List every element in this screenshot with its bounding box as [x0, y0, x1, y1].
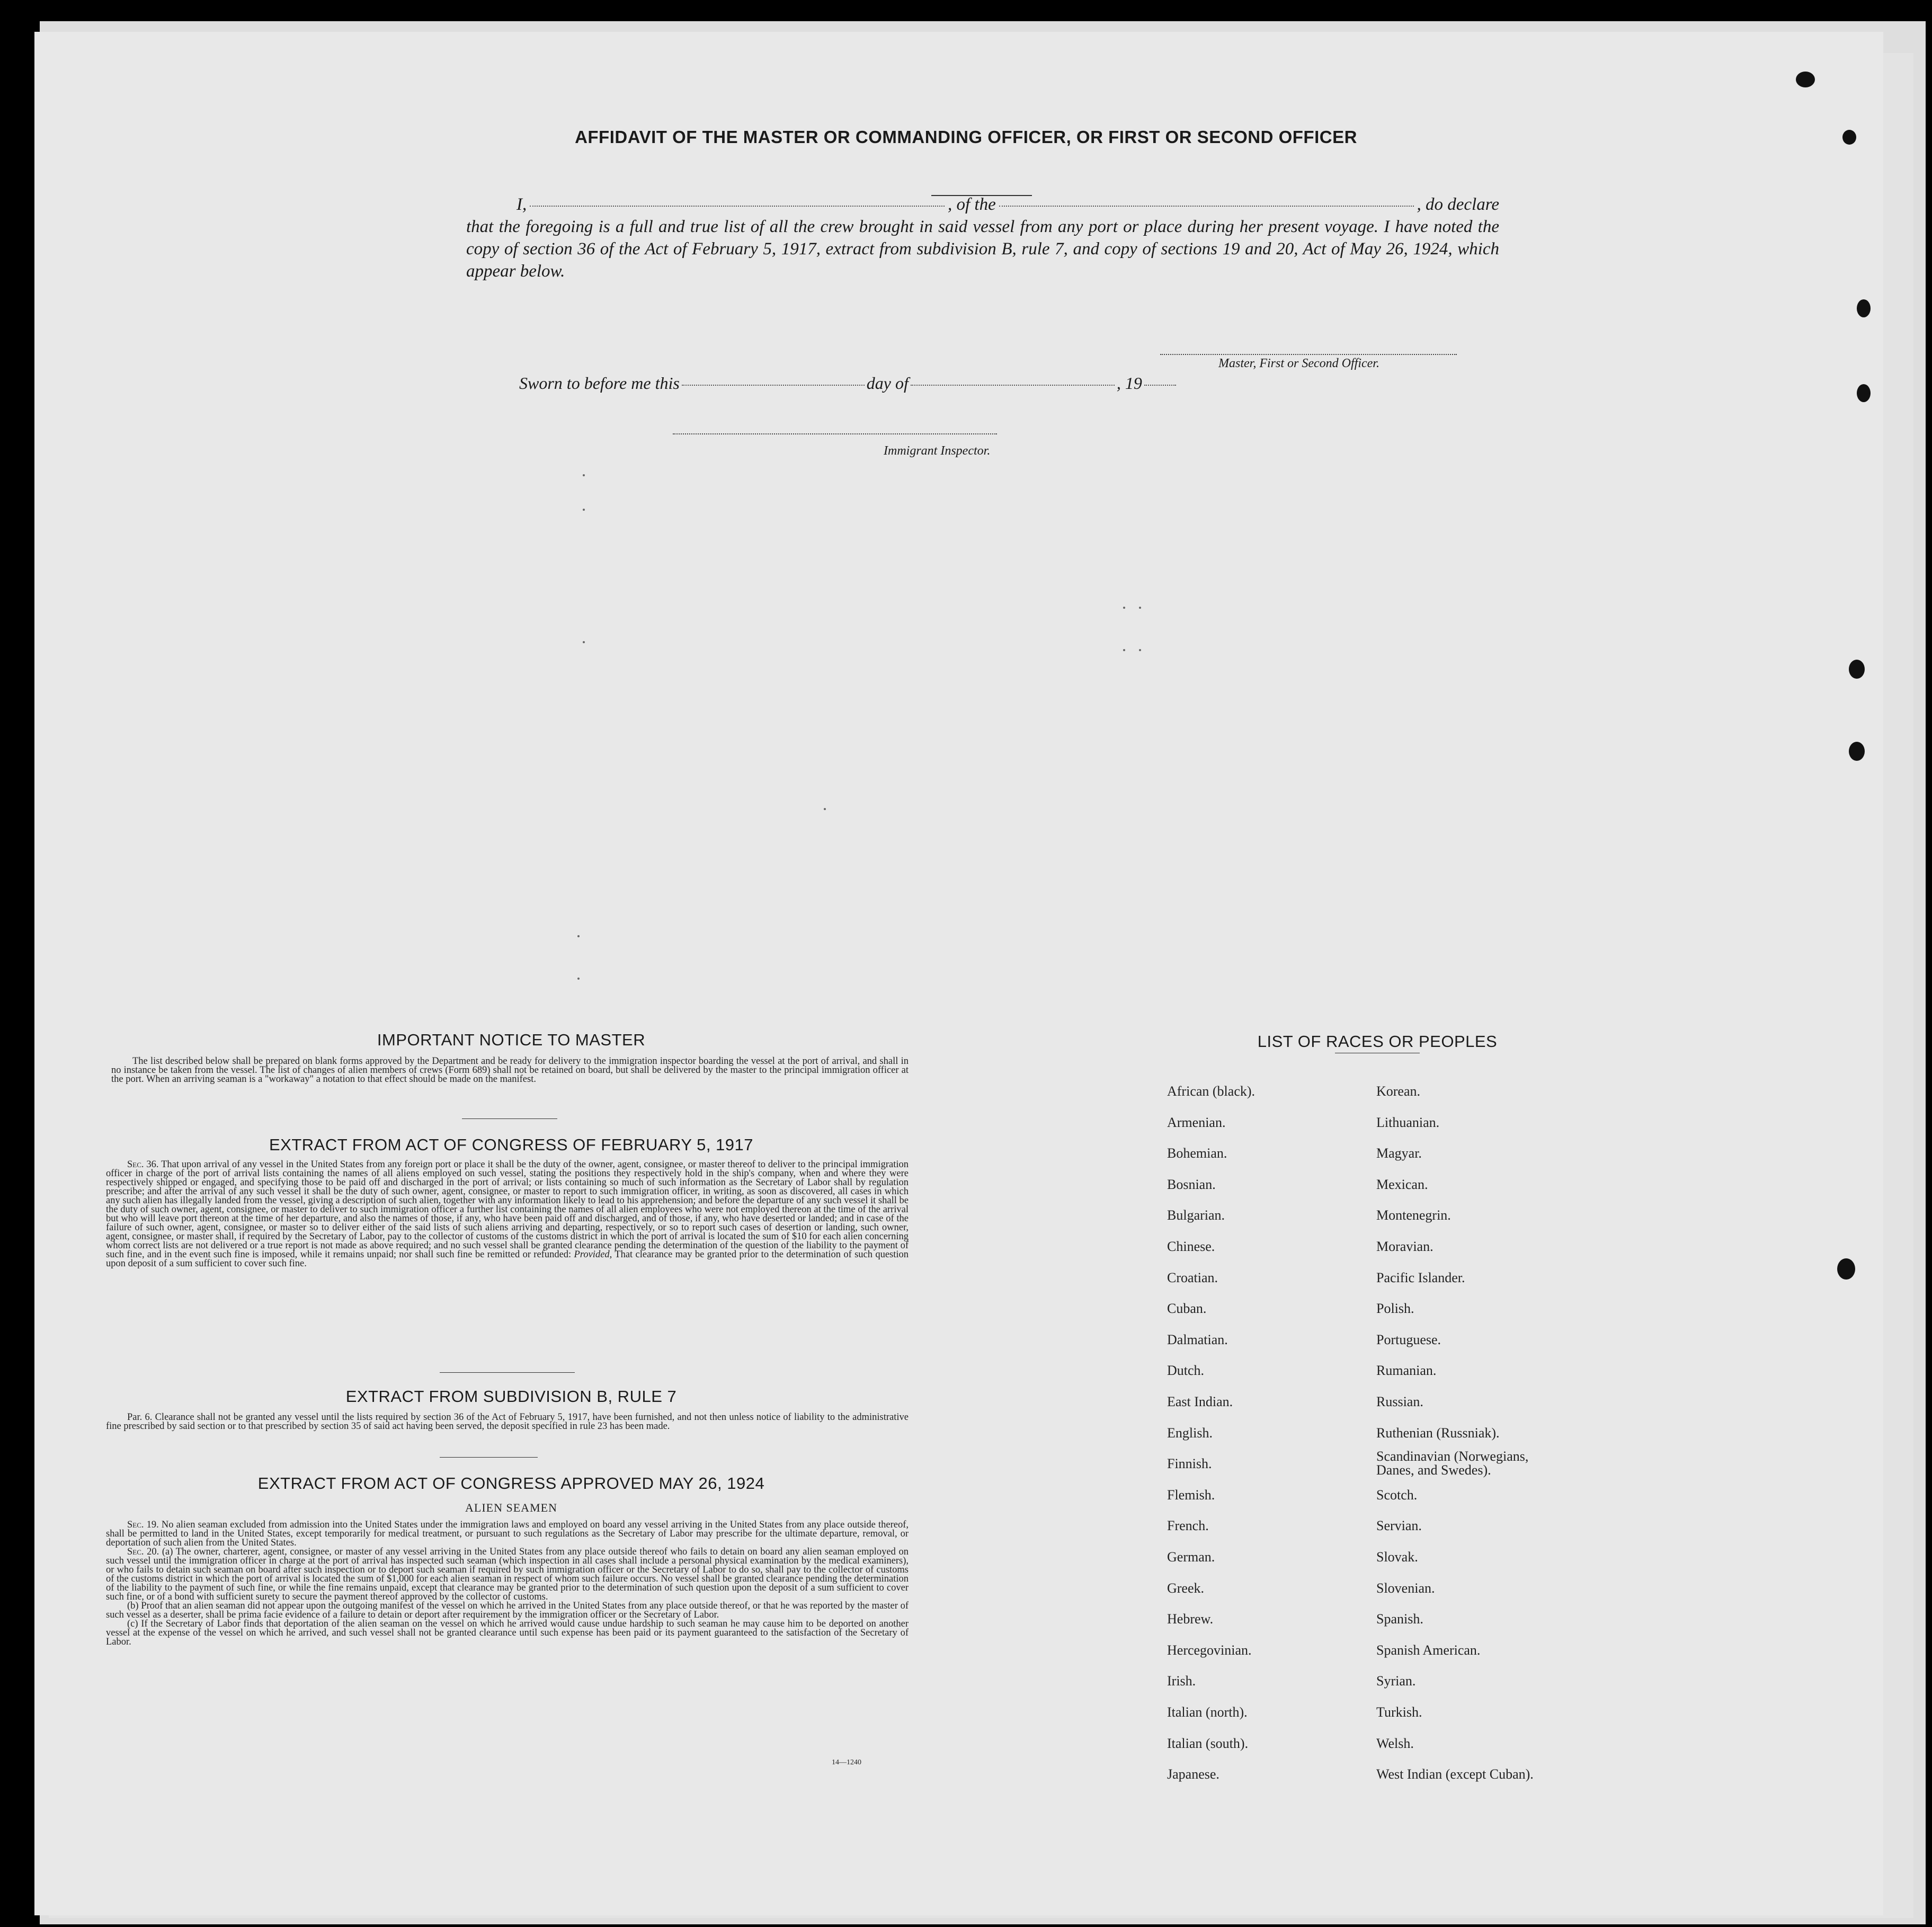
master-signature-line[interactable]	[1160, 354, 1457, 355]
speck	[577, 935, 580, 937]
section-label: Sec. 20.	[127, 1547, 159, 1557]
divider	[462, 1118, 557, 1119]
race-item: Moravian.	[1376, 1239, 1434, 1254]
affidavit-declare: , do declare	[1417, 195, 1499, 214]
race-item: Dalmatian.	[1167, 1331, 1228, 1347]
alien-seamen-subtitle: ALIEN SEAMEN	[465, 1501, 557, 1514]
punch-hole	[1857, 299, 1871, 317]
race-item: Pacific Islander.	[1376, 1269, 1465, 1285]
race-item: Bulgarian.	[1167, 1207, 1225, 1223]
race-item: Syrian.	[1376, 1673, 1416, 1689]
punch-hole	[1857, 384, 1871, 402]
rule7-paragraph: Par. 6. Clearance shall not be granted any vessel until the lists required by section 36 of the Act of February 5, 1917, have been furnished, and not then unless notice of liability to the administrative fine prescribed by said section or to that prescribed by section 35 of said act having been served, the deposit specified in rule 23 has been made.	[106, 1412, 909, 1432]
notice-paragraph: The list described below shall be prepared on blank forms approved by the Department and be ready for delivery to the immigration inspector boarding the vessel at the port of arrival, and shall in no instance be taken from the vessel. The list of changes of alien members of crews (Form 689) shall not be retained on board, but shall be delivered by the master to the principal immigration officer at the port. When an arriving seaman is a "workaway" a notation to that effect should be made on the manifest.	[111, 1056, 909, 1085]
race-item: Italian (south).	[1167, 1735, 1249, 1751]
speck	[1123, 607, 1125, 609]
race-item: Cuban.	[1167, 1301, 1207, 1317]
race-item: Bohemian.	[1167, 1145, 1227, 1161]
race-item: Ruthenian (Russniak).	[1376, 1425, 1500, 1441]
race-item: Slovenian.	[1376, 1580, 1435, 1596]
sworn-month-field[interactable]	[911, 385, 1115, 386]
form-number: 14—1240	[832, 1759, 861, 1766]
race-item: German.	[1167, 1549, 1215, 1565]
speck	[577, 978, 580, 980]
speck	[583, 641, 585, 643]
affidavit-of-the: , of the	[948, 195, 996, 214]
race-item: Magyar.	[1376, 1145, 1422, 1161]
sworn-year-field[interactable]	[1144, 385, 1176, 386]
race-item: Rumanian.	[1376, 1363, 1437, 1379]
master-caption: Master, First or Second Officer.	[1218, 357, 1379, 370]
race-item: Flemish.	[1167, 1487, 1215, 1503]
affidavit-i: I,	[517, 195, 527, 214]
section-20c-text: (c) If the Secretary of Labor finds that deportation of the alien seaman on the vessel on which he arrived would cause undue hardship to such seaman he may cause him to be deported on another vessel at the expense of the vessel on which he arrived, and such vessel shall not be granted clearance until such expense has been paid or its payment guaranteed to the satisfaction of the Secretary of Labor.	[106, 1619, 909, 1647]
extract-1924-text	[106, 1521, 909, 1647]
notice-text	[111, 1057, 909, 1084]
section-20a-text: (a) The owner, charterer, agent, consignee, or master of any vessel arriving in the United States from any place outside thereof who fails to detain on board any alien seaman employed on such vessel until the immigration officer in charge at the port of arrival has inspected such seaman (which inspection in all cases shall include a personal physical examination by the medical examiners), or who fails to detain such seaman on board after such inspection or to deport such seaman if required by such immigration officer or the Secretary of Labor to do so, shall pay to the collector of customs of the customs district in which the port of arrival is located the sum of $1,000 for each alien seaman in respect of whom such failure occurs. No vessel shall be granted clearance pending the determination of the liability to the payment of such fine, or while the fine remains unpaid, except that clearance may be granted prior to the determination of such question upon the deposit of a sum sufficient to cover such fine, or of a bond with sufficient surety to secure the payment thereof approved by the collector of customs.	[106, 1547, 909, 1602]
inspector-signature-line[interactable]	[673, 433, 997, 434]
punch-hole	[1796, 72, 1815, 87]
section-19-text: No alien seaman excluded from admission into the United States under the immigration laws and employed on board any vessel arriving in the United States from any place outside thereof, shall be permitted to land in the United States, except temporarily for medical treatment, or pursuant to such regulations as the Secretary of Labor may prescribe for the ultimate departure, removal, or deportation of such alien from the United States.	[106, 1520, 909, 1548]
punch-hole	[1837, 1258, 1855, 1280]
speck	[583, 474, 585, 476]
proviso-label: Provided,	[574, 1249, 612, 1260]
race-item: Hercegovinian.	[1167, 1642, 1252, 1658]
race-item: Armenian.	[1167, 1114, 1226, 1130]
sworn-day-field[interactable]	[682, 385, 865, 386]
race-item: Scandinavian (Norwegians, Danes, and Swedes).	[1376, 1449, 1529, 1478]
section-label: Sec. 19.	[127, 1520, 159, 1530]
divider	[440, 1457, 538, 1458]
name-field[interactable]	[530, 206, 945, 207]
race-item: Spanish.	[1376, 1611, 1423, 1627]
race-item: African (black).	[1167, 1084, 1256, 1099]
race-item: Spanish American.	[1376, 1642, 1481, 1658]
race-item: Polish.	[1376, 1301, 1414, 1317]
race-item: French.	[1167, 1518, 1209, 1534]
proviso-text: That clearance may be granted prior to the determination of such question upon deposit of a sum sufficient to cover such fine.	[106, 1249, 909, 1269]
race-item: Hebrew.	[1167, 1611, 1214, 1627]
race-item: Croatian.	[1167, 1269, 1218, 1285]
section-36-text: That upon arrival of any vessel in the United States from any foreign port or place it shall be the duty of the owner, agent, consignee, or master thereof to deliver to the principal immigration officer in charge of the port of arrival lists containing the names of all aliens employed on such vessel, stating the positions they respectively hold in the ship's company, when and where they were respectively shipped or engaged, and specifying those to be paid off and discharged in the port of arrival; or lists containing so much of such information as the Secretary of Labor shall by regulation prescribe; and after the arrival of any such vessel it shall be the duty of such owner, agent, consignee, or master to report to such immigration officer, in writing, as soon as discovered, all cases in which any such alien has illegally landed from the vessel, giving a description of such alien, together with any information likely to lead to his apprehension; and before the departure of any such vessel it shall be the duty of such owner, agent, consignee, or master to deliver to such immigration officer a further list containing the names of all alien employees who were not employed thereon at the time of the arrival but who will leave port thereon at the time of her departure, and also the names of those, if any, who have been paid off and discharged, and of those, if any, who have deserted or landed; and in case of the failure of such owner, agent, consignee, or master so to deliver either of the said lists of such aliens arriving and departing, respectively, or so to report such cases of desertion or landing, such owner, agent, consignee, or master shall, if required by the Secretary of Labor, pay to the collector of customs of the customs district in which the port of arrival is located the sum of $10 for each alien concerning whom correct lists are not delivered or a true report is not made as above required; and no such vessel shall be granted clearance pending the determination of the question of the liability to the payment of such fine, and in the event such fine is imposed, while it remains unpaid; nor shall such fine be remitted or refunded:	[106, 1159, 909, 1260]
race-item: Korean.	[1376, 1084, 1421, 1099]
race-item: East Indian.	[1167, 1394, 1233, 1409]
punch-hole	[1849, 660, 1865, 679]
race-item: Russian.	[1376, 1394, 1423, 1409]
extract-1924-title: EXTRACT FROM ACT OF CONGRESS APPROVED MAY 26, 1924	[257, 1474, 765, 1493]
race-item: Irish.	[1167, 1673, 1196, 1689]
race-item: Greek.	[1167, 1580, 1205, 1596]
rule7-text	[106, 1413, 909, 1431]
sworn-label: Sworn to before me this	[519, 374, 680, 393]
affidavit-title: AFFIDAVIT OF THE MASTER OR COMMANDING OFFICER, OR FIRST OR SECOND OFFICER	[575, 127, 1357, 147]
race-item: Scotch.	[1376, 1487, 1418, 1503]
races-title: LIST OF RACES OR PEOPLES	[1257, 1032, 1498, 1051]
race-item: Slovak.	[1376, 1549, 1418, 1565]
divider	[440, 1372, 575, 1373]
section-label: Sec. 36.	[127, 1159, 159, 1170]
speck	[583, 509, 585, 511]
inspector-caption: Immigrant Inspector.	[884, 444, 991, 458]
speck	[1123, 649, 1125, 651]
race-item: Portuguese.	[1376, 1331, 1441, 1347]
race-item: Welsh.	[1376, 1735, 1414, 1751]
affidavit-body	[466, 193, 1499, 282]
race-item: Mexican.	[1376, 1176, 1428, 1192]
speck	[1139, 649, 1141, 651]
race-item: Japanese.	[1167, 1766, 1219, 1782]
extract-1917-title: EXTRACT FROM ACT OF CONGRESS OF FEBRUARY 5, 1917	[269, 1135, 754, 1154]
affidavit-text: that the foregoing is a full and true list of all the crew brought in said vessel from any port or place during her present voyage. I have noted the copy of section 36 of the Act of February 5, 1917, extract from subdivision B, rule 7, and copy of sections 19 and 20, Act of May 26, 1924, which appear below.	[466, 217, 1499, 281]
rule7-title: EXTRACT FROM SUBDIVISION B, RULE 7	[345, 1387, 677, 1406]
sworn-day-label: day of	[866, 374, 909, 393]
race-item: Finnish.	[1167, 1456, 1212, 1472]
speck	[824, 808, 826, 810]
race-item: Lithuanian.	[1376, 1114, 1440, 1130]
extract-1917-text	[106, 1160, 909, 1268]
race-item: West Indian (except Cuban).	[1376, 1766, 1534, 1782]
race-item: Italian (north).	[1167, 1704, 1248, 1720]
notice-title: IMPORTANT NOTICE TO MASTER	[377, 1031, 646, 1049]
punch-hole	[1849, 742, 1865, 761]
section-20b-text: (b) Proof that an alien seaman did not appear upon the outgoing manifest of the vessel on which he arrived in the United States from any place outside thereof, or that he was reported by the master of such vessel as a deserter, shall be prima facie evidence of a failure to detain or deport after requirement by the immigration officer or the Secretary of Labor.	[106, 1601, 909, 1620]
race-item: Dutch.	[1167, 1363, 1205, 1379]
race-item: Montenegrin.	[1376, 1207, 1451, 1223]
race-item: English.	[1167, 1425, 1213, 1441]
vessel-field[interactable]	[999, 206, 1414, 207]
race-item: Turkish.	[1376, 1704, 1422, 1720]
sworn-line	[519, 374, 1178, 393]
race-item: Bosnian.	[1167, 1176, 1216, 1192]
speck	[1139, 607, 1141, 609]
race-item: Servian.	[1376, 1518, 1422, 1534]
sworn-year-label: , 19	[1116, 374, 1142, 393]
race-item: Chinese.	[1167, 1239, 1215, 1254]
